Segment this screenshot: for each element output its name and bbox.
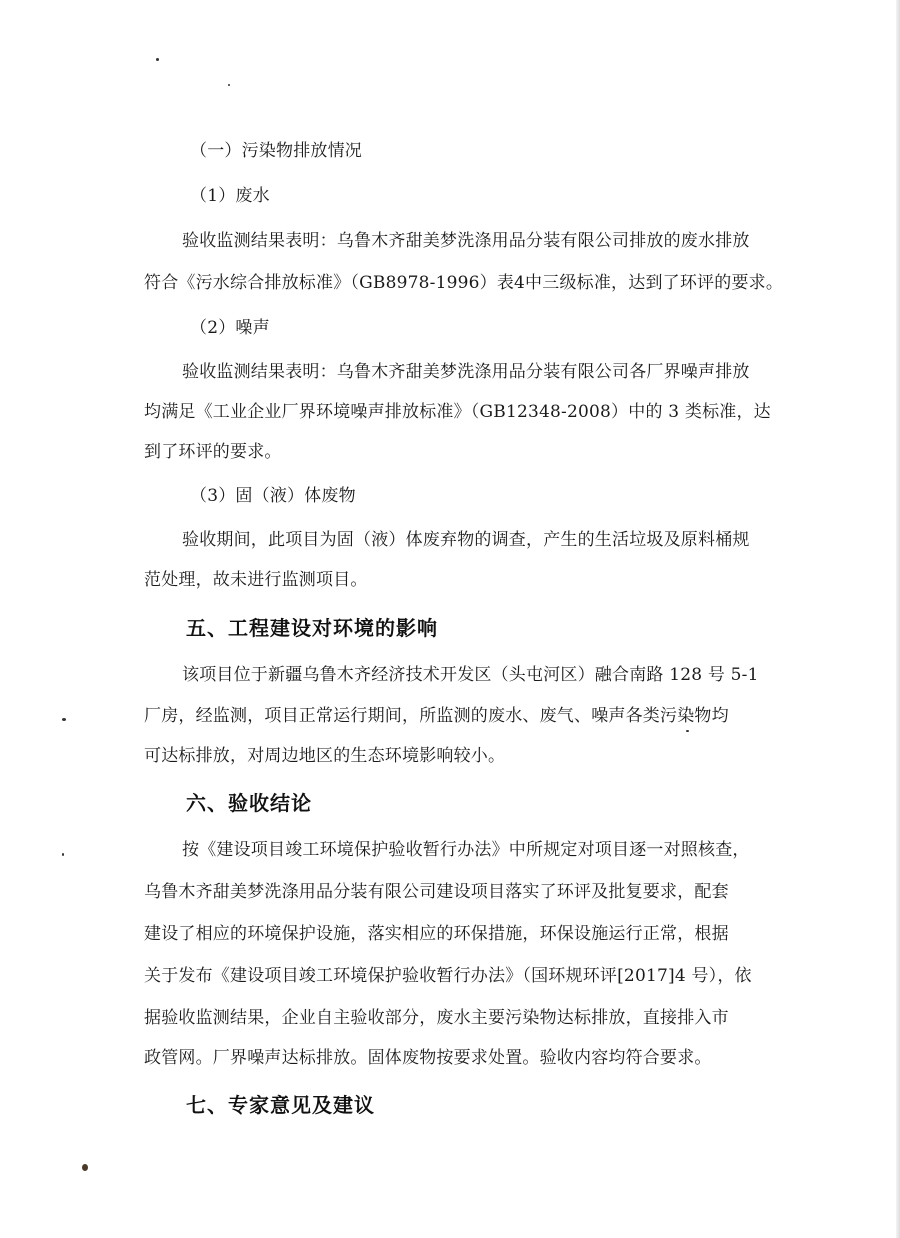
section-6-paragraph-line-5: 据验收监测结果，企业自主验收部分，废水主要污染物达标排放，直接排入市	[144, 1008, 729, 1028]
section-6-paragraph-line-2: 乌鲁木齐甜美梦洗涤用品分装有限公司建设项目落实了环评及批复要求，配套	[144, 882, 729, 902]
noise-paragraph-line-3: 到了环评的要求。	[144, 442, 282, 462]
scan-speck	[156, 58, 159, 61]
section-5-paragraph-line-1: 该项目位于新疆乌鲁木齐经济技术开发区（头屯河区）融合南路 128 号 5-1	[182, 665, 759, 685]
pollutants-heading: （一）污染物排放情况	[190, 141, 362, 161]
section-5-paragraph-line-3: 可达标排放，对周边地区的生态环境影响较小。	[144, 746, 506, 766]
section-6-paragraph-line-6: 政管网。厂界噪声达标排放。固体废物按要求处置。验收内容均符合要求。	[144, 1048, 712, 1068]
wastewater-paragraph-line-1: 验收监测结果表明：乌鲁木齐甜美梦洗涤用品分装有限公司排放的废水排放	[182, 231, 750, 251]
noise-paragraph-line-1: 验收监测结果表明：乌鲁木齐甜美梦洗涤用品分装有限公司各厂界噪声排放	[182, 362, 750, 382]
scan-speck	[62, 718, 66, 721]
noise-paragraph-line-2: 均满足《工业企业厂界环境噪声排放标准》（GB12348-2008）中的 3 类标准，达	[144, 402, 771, 422]
scan-speck	[686, 730, 689, 732]
noise-heading: （2）噪声	[190, 318, 270, 338]
wastewater-paragraph-line-2: 符合《污水综合排放标准》（GB8978-1996）表4中三级标准，达到了环评的要求。	[144, 273, 784, 293]
solid-waste-paragraph-line-2: 范处理，故未进行监测项目。	[144, 570, 368, 590]
solid-waste-heading: （3）固（液）体废物	[190, 486, 356, 506]
section-6-paragraph-line-1: 按《建设项目竣工环境保护验收暂行办法》中所规定对项目逐一对照核查，	[182, 840, 750, 860]
section-5-title: 五、工程建设对环境的影响	[186, 616, 438, 640]
section-5-paragraph-line-2: 厂房，经监测，项目正常运行期间，所监测的废水、废气、噪声各类污染物均	[144, 706, 729, 726]
section-6-paragraph-line-3: 建设了相应的环境保护设施，落实相应的环保措施，环保设施运行正常，根据	[144, 924, 729, 944]
scan-speck	[62, 853, 64, 856]
scan-speck	[228, 84, 230, 86]
solid-waste-paragraph-line-1: 验收期间，此项目为固（液）体废弃物的调查，产生的生活垃圾及原料桶规	[182, 530, 750, 550]
wastewater-heading: （1）废水	[190, 186, 270, 206]
section-6-title: 六、验收结论	[186, 791, 312, 815]
section-7-title: 七、专家意见及建议	[186, 1093, 375, 1117]
section-6-paragraph-line-4: 关于发布《建设项目竣工环境保护验收暂行办法》（国环规环评[2017]4 号），依	[144, 966, 752, 986]
paper-edge-shadow	[896, 0, 900, 1238]
scan-speck	[82, 1164, 88, 1171]
